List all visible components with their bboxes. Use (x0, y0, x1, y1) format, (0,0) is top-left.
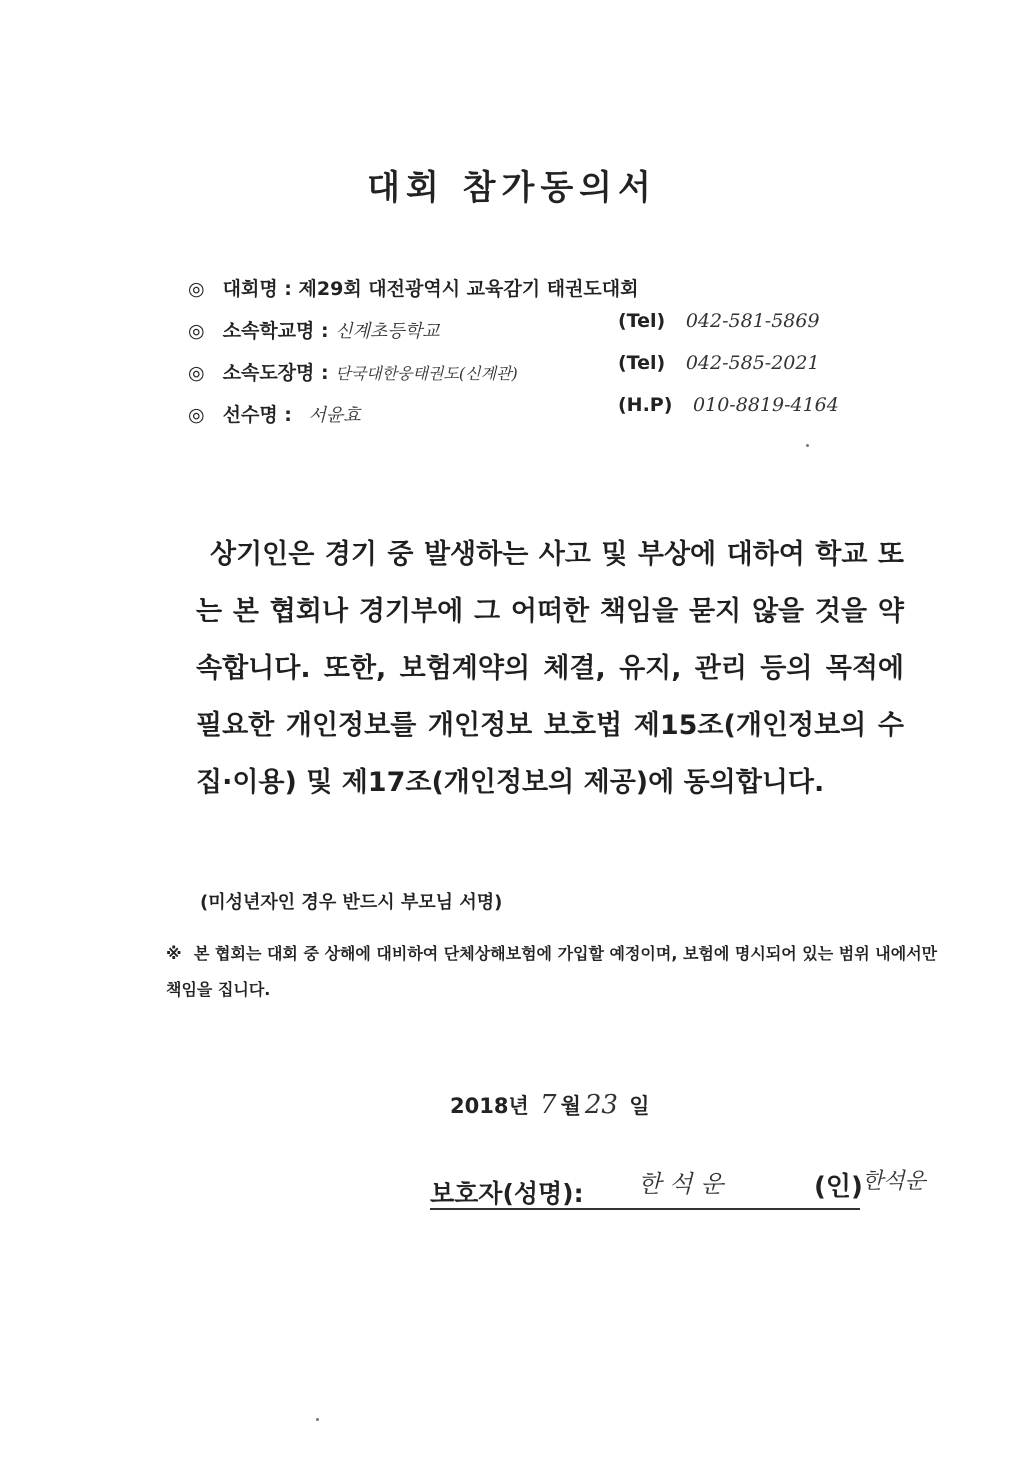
seal-mark: (인) (814, 1172, 863, 1202)
school-value: 신계초등학교 (335, 321, 440, 342)
consent-body-text: 상기인은 경기 중 발생하는 사고 및 부상에 대하여 학교 또는 본 협회나 경기부에 그 어떠한 책임을 묻지 않을 것을 약속합니다. 또한, 보험계약의 체결, 유지, 관리 등의 목적에 필요한 개인정보를 개인정보 보호법 제15조(개인정보의 수집·이용) 및 제17조(개인정보의 제공)에 동의합니다. (196, 539, 904, 798)
athlete-label: 선수명 : (222, 404, 292, 426)
bullet-icon: ◎ (188, 278, 205, 300)
info-row-competition (188, 274, 638, 306)
athlete-value: 서윤효 (308, 405, 361, 426)
info-row-school (188, 316, 440, 348)
signature-underline (430, 1208, 860, 1210)
insurance-note-text: 본 협회는 대회 중 상해에 대비하여 단체상해보험에 가입할 예정이며, 보험에 명시되어 있는 범위 내에서만 책임을 집니다. (166, 944, 938, 999)
school-label: 소속학교명 : (222, 320, 329, 342)
contact-school-tel (618, 310, 820, 342)
guardian-label: 보호자(성명): (430, 1179, 584, 1208)
school-tel-value: 042-581-5869 (685, 310, 820, 332)
bullet-icon: ◎ (188, 362, 205, 384)
dojang-value: 단국대한웅태권도(신계관) (335, 364, 518, 383)
competition-label: 대회명 : (222, 278, 292, 300)
insurance-note (166, 936, 956, 1008)
info-row-athlete (188, 400, 361, 432)
date-day-unit: 일 (629, 1094, 650, 1118)
date-month-unit: 월 (560, 1094, 581, 1118)
info-row-dojang (188, 358, 518, 390)
minor-signature-note: (미성년자인 경우 반드시 부모님 서명) (200, 892, 503, 913)
dojang-label: 소속도장명 : (222, 362, 329, 384)
document-title: 대회 참가동의서 (367, 168, 657, 208)
reference-mark-icon: ※ (166, 944, 182, 963)
school-tel-label: (Tel) (618, 310, 666, 332)
bullet-icon: ◎ (188, 404, 205, 426)
dojang-tel-label: (Tel) (618, 352, 666, 374)
bullet-icon: ◎ (188, 320, 205, 342)
dojang-tel-value: 042-585-2021 (685, 352, 820, 374)
contact-dojang-tel (618, 352, 820, 384)
athlete-hp-label: (H.P) (618, 394, 673, 416)
competition-value: 제29회 대전광역시 교육감기 태권도대회 (298, 278, 639, 300)
scan-speck (316, 1418, 319, 1421)
signing-date (450, 1090, 650, 1120)
scan-speck (806, 444, 809, 447)
guardian-name: 한석운 (638, 1170, 732, 1198)
date-year: 2018년 (450, 1094, 529, 1118)
athlete-hp-value: 010-8819-4164 (693, 394, 839, 416)
contact-athlete-hp (618, 394, 839, 426)
guardian-signature-line (430, 1164, 930, 1208)
date-day: 23 (584, 1090, 618, 1120)
guardian-signature: 한석운 (862, 1169, 926, 1194)
date-month: 7 (540, 1090, 557, 1120)
